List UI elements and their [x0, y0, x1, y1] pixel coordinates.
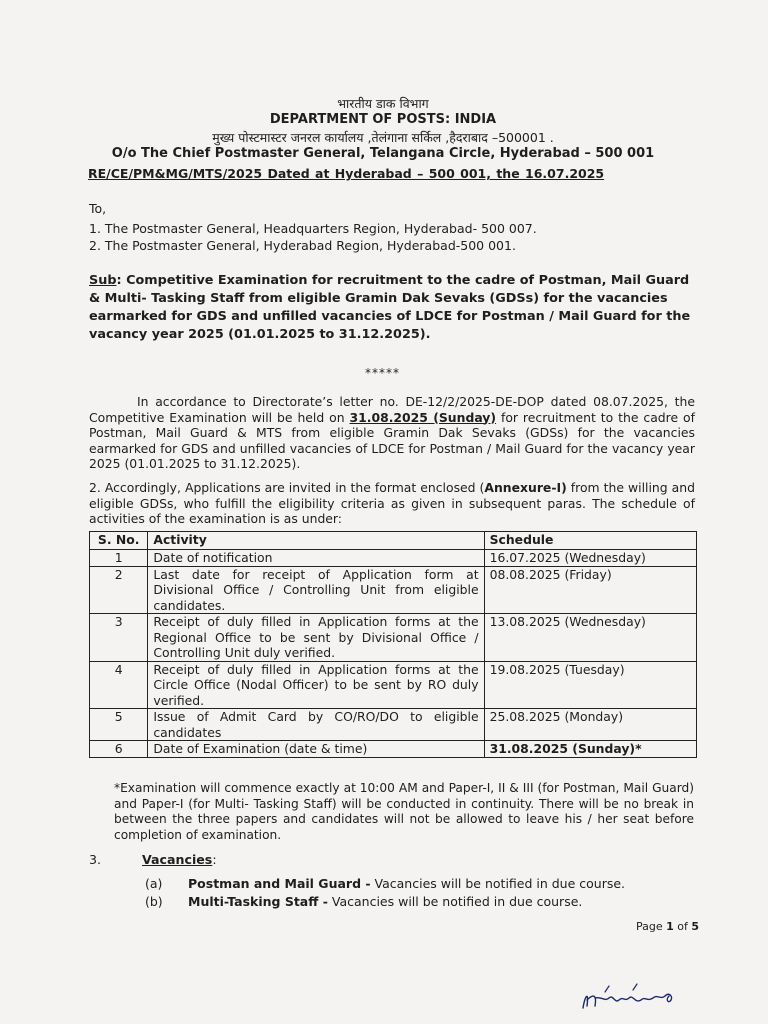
section-3-number: 3. — [89, 852, 102, 867]
row-date: 08.08.2025 (Friday) — [484, 566, 696, 614]
row-date-exam: 31.08.2025 (Sunday)* — [484, 741, 696, 758]
table-row — [90, 614, 697, 662]
vacancy-item-text: Vacancies will be notified in due course. — [327, 894, 583, 909]
separator-stars: ***** — [365, 366, 400, 380]
paragraph-1-text-b: for recruitment to the cadre of Postman, Mail Guard & MTS from eligible Gramin Dak Sevaks (GDSs) for the vacancies earmarked for GDS and unfilled vacancies of LDCE for Postman / Mail Guard for the vacancy year 2025 (01.01.2025 to 31.12.2025). — [89, 409, 695, 471]
row-date: 16.07.2025 (Wednesday) — [484, 550, 696, 567]
paragraph-1 — [89, 394, 695, 472]
page-total: 5 — [691, 920, 700, 933]
vacancy-item-title: Multi-Tasking Staff - — [188, 894, 328, 909]
examination-note: *Examination will commence exactly at 10:00 AM and Paper-I, II & III (for Postman, Mail Guard) and Paper-I (for Multi- Tasking Staff) will be conducted in continuity. There will be no break in between the three papers and candidates will not be allowed to leave his / her seat before completion of examination. — [114, 781, 694, 842]
page-current: 1 — [666, 920, 674, 933]
vacancy-item-title: Postman and Mail Guard - — [188, 876, 371, 891]
table-row — [90, 741, 697, 758]
subject-label: Sub — [89, 273, 117, 288]
subject-block: Sub: Competitive Examination for recruitment to the cadre of Postman, Mail Guard & Multi- Tasking Staff from eligible Gramin Dak Sevaks (GDSs) for the vacancies earmarked for GDS and unfilled vacancies of LDCE for Postman / Mail Guard for the vacancy year 2025 (01.01.2025 to 31.12.2025). — [89, 273, 691, 342]
section-3-title: Vacancies — [142, 852, 213, 867]
section-3-heading — [89, 852, 217, 867]
row-date: 13.08.2025 (Wednesday) — [484, 614, 696, 662]
table-row — [90, 661, 697, 709]
to-label: To, — [89, 201, 107, 216]
addressee-1: 1. The Postmaster General, Headquarters Region, Hyderabad- 500 007. — [89, 221, 537, 236]
row-sno: 2 — [90, 566, 148, 614]
vacancy-item-letter: (a) — [145, 876, 163, 891]
vacancy-item-text: Vacancies will be notified in due course. — [370, 876, 626, 891]
paragraph-2 — [89, 480, 695, 527]
schedule-header-row — [90, 532, 697, 550]
row-sno: 1 — [90, 550, 148, 567]
header-office: O/o The Chief Postmaster General, Telangana Circle, Hyderabad – 500 001 — [111, 146, 655, 161]
row-sno: 5 — [90, 709, 148, 741]
header-activity: Activity — [148, 532, 484, 550]
vacancy-item-letter: (b) — [145, 894, 163, 909]
header-department: DEPARTMENT OF POSTS: INDIA — [269, 112, 497, 127]
page-number: Page 1 of 5 — [636, 920, 700, 933]
row-activity: Receipt of duly filled in Application forms at the Circle Office (Nodal Officer) to be sent by RO duly verified. — [148, 661, 484, 709]
table-row — [90, 566, 697, 614]
row-date: 25.08.2025 (Monday) — [484, 709, 696, 741]
section-3-colon: : — [212, 852, 217, 867]
row-activity: Receipt of duly filled in Application forms at the Regional Office to be sent by Divisional Office / Controlling Unit duly verified. — [148, 614, 484, 662]
header-hindi-office: मुख्य पोस्टमास्टर जनरल कार्यालय ,तेलंगाना सर्किल ,हैदराबाद –500001 . — [212, 130, 554, 145]
schedule-table — [89, 531, 697, 758]
paragraph-2-text-a: 2. Accordingly, Applications are invited in the format enclosed ( — [89, 480, 485, 495]
addressee-2: 2. The Postmaster General, Hyderabad Region, Hyderabad-500 001. — [89, 238, 516, 253]
header-hindi-department: भारतीय डाक विभाग — [337, 96, 429, 111]
row-activity: Last date for receipt of Application form at Divisional Office / Controlling Unit from eligible candidates. — [148, 566, 484, 614]
table-row — [90, 550, 697, 567]
paragraph-1-text-a: In accordance to Directorate’s letter no. DE-12/2/2025-DE-DOP dated 08.07.2025, the Competitive Examination will be held on — [89, 394, 695, 425]
header-sno: S. No. — [90, 532, 148, 550]
vacancy-item-a — [145, 876, 625, 891]
row-sno: 3 — [90, 614, 148, 662]
row-sno: 6 — [90, 741, 148, 758]
table-row — [90, 709, 697, 741]
reference-line: RE/CE/PM&MG/MTS/2025 Dated at Hyderabad – 500 001, the 16.07.2025 — [88, 166, 605, 181]
row-activity: Date of Examination (date & time) — [148, 741, 484, 758]
header-schedule: Schedule — [484, 532, 696, 550]
row-date: 19.08.2025 (Tuesday) — [484, 661, 696, 709]
paragraph-2-text-b: from the willing and eligible GDSs, who fulfill the eligibility criteria as given in subsequent paras. The schedule of activities of the examination is as under: — [89, 480, 695, 526]
exam-date-highlight: 31.08.2025 (Sunday) — [349, 409, 497, 425]
signature-image — [575, 978, 685, 1018]
row-activity: Issue of Admit Card by CO/RO/DO to eligible candidates — [148, 709, 484, 741]
subject-text: Competitive Examination for recruitment to the cadre of Postman, Mail Guard & Multi- Tasking Staff from eligible Gramin Dak Sevaks (GDSs) for the vacancies earmarked for GDS and unfilled vacancies of LDCE for Postman / Mail Guard for the vacancy year 2025 (01.01.2025 to 31.12.2025). — [89, 273, 691, 342]
row-activity: Date of notification — [148, 550, 484, 567]
annexure-highlight: Annexure-I) — [484, 480, 567, 495]
row-sno: 4 — [90, 661, 148, 709]
vacancy-item-b — [145, 894, 582, 909]
